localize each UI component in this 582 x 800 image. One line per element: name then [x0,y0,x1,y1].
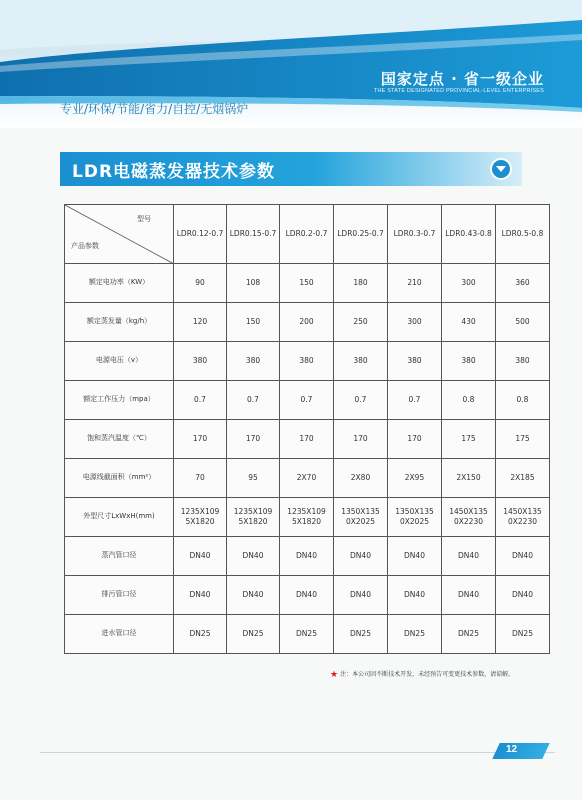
tagline: 专业/环保/节能/省力/自控/无烟锅炉 [60,102,249,116]
slogan-cn: 国家定点 · 省一级企业 [380,70,544,88]
footer-divider [40,752,555,753]
value-cell: DN25 [442,615,496,654]
value-cell: 2X185 [496,459,550,498]
value-cell: DN40 [442,537,496,576]
table-row [65,303,550,342]
model-header: LDR0.3-0.7 [388,205,442,264]
page-number: 12 [506,744,518,755]
value-cell: 70 [174,459,227,498]
value-cell: 2X150 [442,459,496,498]
page-number-tab [492,743,549,759]
value-cell: DN25 [334,615,388,654]
value-cell: DN40 [442,576,496,615]
value-cell: DN40 [174,537,227,576]
value-cell: DN40 [388,576,442,615]
param-label: 进水管口径 [65,615,174,654]
value-cell: 300 [442,264,496,303]
spec-table [64,204,550,654]
param-label: 饱和蒸汽温度（℃） [65,420,174,459]
value-cell: DN25 [496,615,550,654]
param-label: 外型尺寸LxWxH(mm) [65,498,174,537]
param-label: 电源电压（v） [65,342,174,381]
value-cell: 380 [496,342,550,381]
value-cell: 2X80 [334,459,388,498]
value-cell: 380 [227,342,280,381]
value-cell: 380 [334,342,388,381]
value-cell: 1350X135 0X2025 [334,498,388,537]
param-label: 蒸汽管口径 [65,537,174,576]
value-cell: 95 [227,459,280,498]
table-header-row [65,205,550,264]
table-row [65,615,550,654]
value-cell: DN40 [174,576,227,615]
table-row [65,459,550,498]
value-cell: 1235X109 5X1820 [174,498,227,537]
value-cell: 170 [280,420,334,459]
table-row [65,537,550,576]
chevron-down-circle-icon[interactable] [490,158,512,180]
corner-cell [65,205,174,264]
table-row [65,264,550,303]
value-cell: 170 [388,420,442,459]
value-cell: 170 [227,420,280,459]
value-cell: 380 [280,342,334,381]
value-cell: 90 [174,264,227,303]
header-banner [0,0,582,128]
value-cell: 1450X135 0X2230 [442,498,496,537]
value-cell: 150 [280,264,334,303]
table-row [65,498,550,537]
value-cell: 0.8 [496,381,550,420]
value-cell: DN40 [496,537,550,576]
value-cell: 175 [496,420,550,459]
param-label: 额定工作压力（mpa） [65,381,174,420]
slogan-en: THE STATE DESIGNATED PROVINCIAL-LEVEL ENTERPRISES [373,88,544,94]
value-cell: DN40 [227,537,280,576]
model-header: LDR0.15-0.7 [227,205,280,264]
footnote-text: 注：本公司因不断技术开发，未经预告可变更技术参数，请谅解。 [340,671,515,678]
value-cell: 380 [388,342,442,381]
value-cell: 500 [496,303,550,342]
model-header: LDR0.5-0.8 [496,205,550,264]
table-row [65,576,550,615]
footnote [330,669,560,680]
value-cell: DN25 [280,615,334,654]
value-cell: DN40 [334,537,388,576]
value-cell: 380 [442,342,496,381]
param-label: 额定电功率（KW） [65,264,174,303]
value-cell: DN25 [388,615,442,654]
param-label: 额定蒸发量（kg/h） [65,303,174,342]
value-cell: DN40 [280,576,334,615]
model-header: LDR0.12-0.7 [174,205,227,264]
value-cell: DN40 [388,537,442,576]
value-cell: 170 [174,420,227,459]
section-title-bar [60,152,522,186]
value-cell: 170 [334,420,388,459]
value-cell: 250 [334,303,388,342]
table-row [65,342,550,381]
value-cell: DN40 [227,576,280,615]
value-cell: DN40 [496,576,550,615]
value-cell: 120 [174,303,227,342]
value-cell: DN25 [174,615,227,654]
value-cell: 210 [388,264,442,303]
model-header: LDR0.2-0.7 [280,205,334,264]
model-header: LDR0.43-0.8 [442,205,496,264]
value-cell: 0.8 [442,381,496,420]
value-cell: 200 [280,303,334,342]
value-cell: 0.7 [174,381,227,420]
value-cell: 2X95 [388,459,442,498]
corner-label-param: 产品参数 [71,241,99,250]
value-cell: 0.7 [388,381,442,420]
value-cell: DN40 [334,576,388,615]
value-cell: 1235X109 5X1820 [227,498,280,537]
param-label: 排污管口径 [65,576,174,615]
model-header: LDR0.25-0.7 [334,205,388,264]
value-cell: 380 [174,342,227,381]
diagonal-divider [65,205,174,264]
value-cell: DN25 [227,615,280,654]
value-cell: 300 [388,303,442,342]
value-cell: 150 [227,303,280,342]
value-cell: 2X70 [280,459,334,498]
value-cell: 180 [334,264,388,303]
value-cell: 175 [442,420,496,459]
value-cell: DN40 [280,537,334,576]
star-icon: ★ [330,670,339,680]
value-cell: 1235X109 5X1820 [280,498,334,537]
table-row [65,420,550,459]
value-cell: 108 [227,264,280,303]
value-cell: 1450X135 0X2230 [496,498,550,537]
table-row [65,381,550,420]
section-title: LDR电磁蒸发器技术参数 [72,162,276,182]
value-cell: 0.7 [227,381,280,420]
value-cell: 360 [496,264,550,303]
value-cell: 0.7 [334,381,388,420]
value-cell: 0.7 [280,381,334,420]
value-cell: 430 [442,303,496,342]
param-label: 电源线截面积（mm²） [65,459,174,498]
value-cell: 1350X135 0X2025 [388,498,442,537]
corner-label-model: 型号 [137,215,151,223]
